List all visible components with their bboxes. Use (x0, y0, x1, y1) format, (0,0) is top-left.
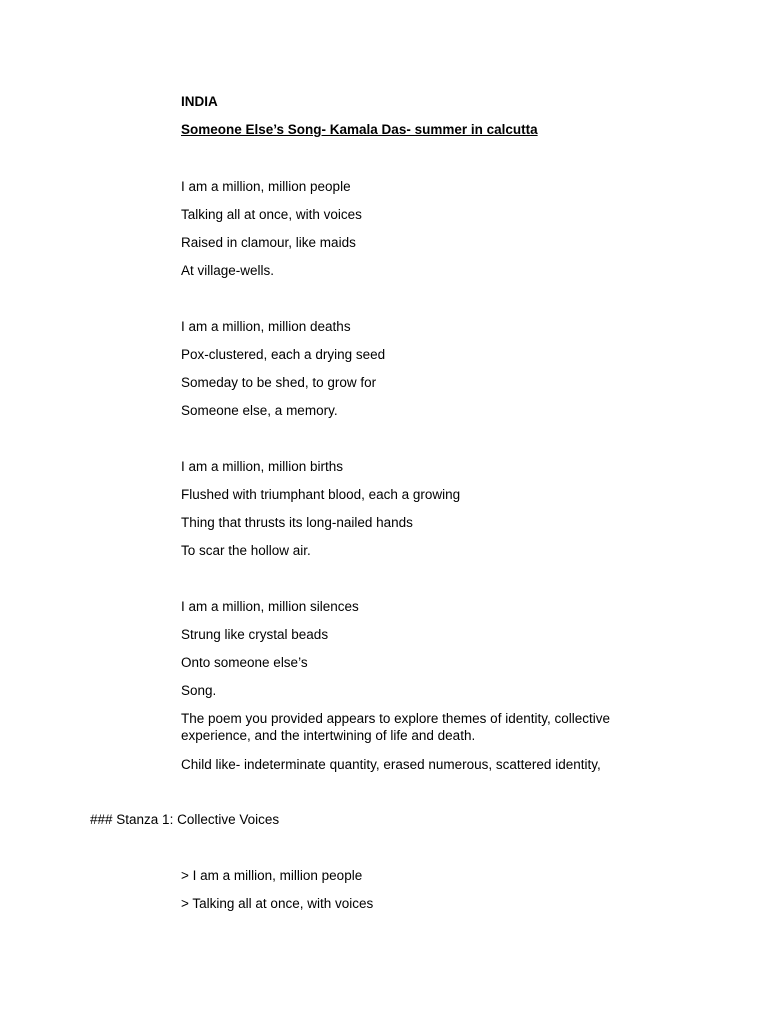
stanza-1-line-3: Raised in clamour, like maids (181, 235, 356, 250)
stanza-1-line-1: I am a million, million people (181, 179, 351, 194)
stanza-4-line-4: Song. (181, 683, 217, 698)
stanza-3-line-1: I am a million, million births (181, 459, 344, 474)
stanza-1-line-4: At village-wells. (181, 263, 275, 278)
stanza-2-line-3: Someday to be shed, to grow for (181, 375, 377, 390)
analysis-note: Child like- indeterminate quantity, erased numerous, scattered identity, (181, 757, 601, 772)
stanza-2-line-2: Pox-clustered, each a drying seed (181, 347, 386, 362)
stanza-4-line-3: Onto someone else’s (181, 655, 308, 670)
stanza-4-line-2: Strung like crystal beads (181, 627, 329, 642)
stanza-4-line-1: I am a million, million silences (181, 599, 359, 614)
stanza-1-line-2: Talking all at once, with voices (181, 207, 362, 222)
stanza-3-line-2: Flushed with triumphant blood, each a growing (181, 487, 461, 502)
stanza-2-line-1: I am a million, million deaths (181, 319, 351, 334)
stanza-2-line-4: Someone else, a memory. (181, 403, 338, 418)
quote-line-2: > Talking all at once, with voices (181, 896, 374, 911)
section-heading: ### Stanza 1: Collective Voices (90, 812, 280, 827)
stanza-3-line-3: Thing that thrusts its long-nailed hands (181, 515, 413, 530)
poem-title: Someone Else’s Song- Kamala Das- summer in calcutta (181, 122, 538, 137)
quote-line-1: > I am a million, million people (181, 868, 363, 883)
stanza-3-line-4: To scar the hollow air. (181, 543, 311, 558)
analysis-paragraph: The poem you provided appears to explore themes of identity, collective experience, and the intertwining of life and death. (181, 711, 610, 743)
document-heading: INDIA (181, 94, 218, 109)
